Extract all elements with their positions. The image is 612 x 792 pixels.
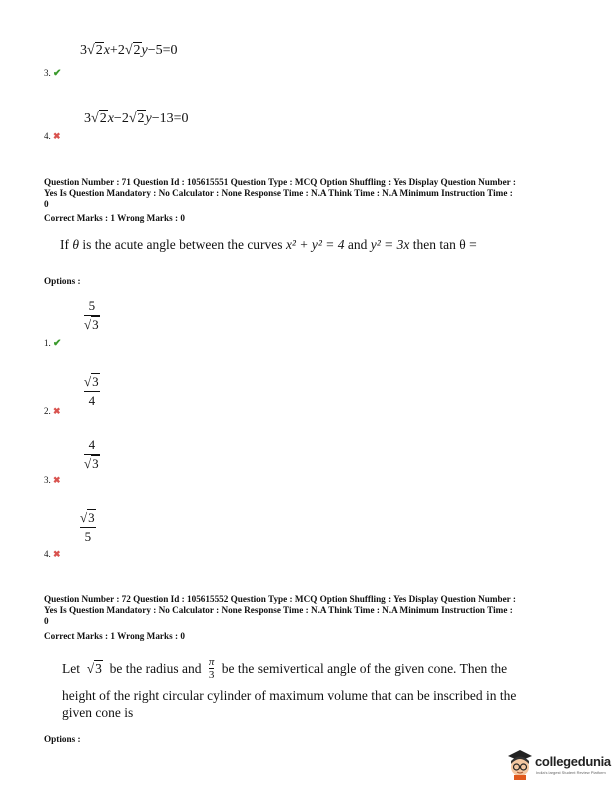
q71-question-text: If θ is the acute angle between the curves x² + y² = 4 and y² = 3x then tan θ = bbox=[60, 237, 477, 252]
q72-options-label: Options : bbox=[44, 734, 81, 744]
q71-option-4-fraction: √3 5 bbox=[80, 510, 95, 544]
q71-meta: Question Number : 71 Question Id : 105615551 Question Type : MCQ Option Shuffling : Yes Display Question Number : Yes Is Question Mandatory : No Calculator : None Response Time : N.A Think Time : N.A Minimum Instruction Time : 0 bbox=[44, 177, 516, 209]
mascot-icon bbox=[506, 748, 534, 780]
collegedunia-logo bbox=[506, 748, 611, 782]
q71-marks: Correct Marks : 1 Wrong Marks : 0 bbox=[44, 213, 185, 223]
q71-option-3-label[interactable]: 3. ✖ bbox=[44, 475, 61, 485]
cross-icon: ✖ bbox=[53, 549, 61, 559]
prev-option-3-label: 3. ✔ bbox=[44, 68, 62, 79]
check-icon: ✔ bbox=[53, 338, 62, 349]
logo-tagline: India's largest Student Review Platform bbox=[536, 770, 606, 775]
q71-option-4-label[interactable]: 4. ✖ bbox=[44, 549, 61, 559]
q71-option-1-label[interactable]: 1. ✔ bbox=[44, 338, 62, 349]
q71-option-2-label[interactable]: 2. ✖ bbox=[44, 406, 61, 416]
check-icon: ✔ bbox=[53, 68, 62, 79]
q72-question-line2: height of the right circular cylinder of maximum volume that can be inscribed in the bbox=[62, 688, 517, 703]
cross-icon: ✖ bbox=[53, 131, 61, 141]
prev-option-4-expression: 3√2x−2√2y−13=0 bbox=[84, 111, 189, 126]
q71-option-2-fraction: √3 4 bbox=[84, 374, 99, 408]
q72-question-line3: given cone is bbox=[62, 705, 134, 720]
q71-options-label: Options : bbox=[44, 276, 81, 286]
q72-marks: Correct Marks : 1 Wrong Marks : 0 bbox=[44, 631, 185, 641]
logo-name: collegedunia bbox=[535, 754, 611, 769]
prev-option-4-label: 4. ✖ bbox=[44, 131, 61, 141]
cross-icon: ✖ bbox=[53, 475, 61, 485]
q71-option-1-fraction: 5 √3 bbox=[84, 298, 99, 332]
cross-icon: ✖ bbox=[53, 406, 61, 416]
prev-option-3-expression: 3√2x+2√2y−5=0 bbox=[80, 43, 178, 58]
q72-question-line1: Let √3 be the radius and π 3 be the semivertical angle of the given cone. Then the bbox=[62, 656, 508, 681]
q71-option-3-fraction: 4 √3 bbox=[84, 437, 99, 471]
q72-meta: Question Number : 72 Question Id : 105615552 Question Type : MCQ Option Shuffling : Yes Display Question Number : Yes Is Question Mandatory : No Calculator : None Response Time : N.A Think Time : N.A Minimum Instruction Time : 0 bbox=[44, 594, 516, 626]
